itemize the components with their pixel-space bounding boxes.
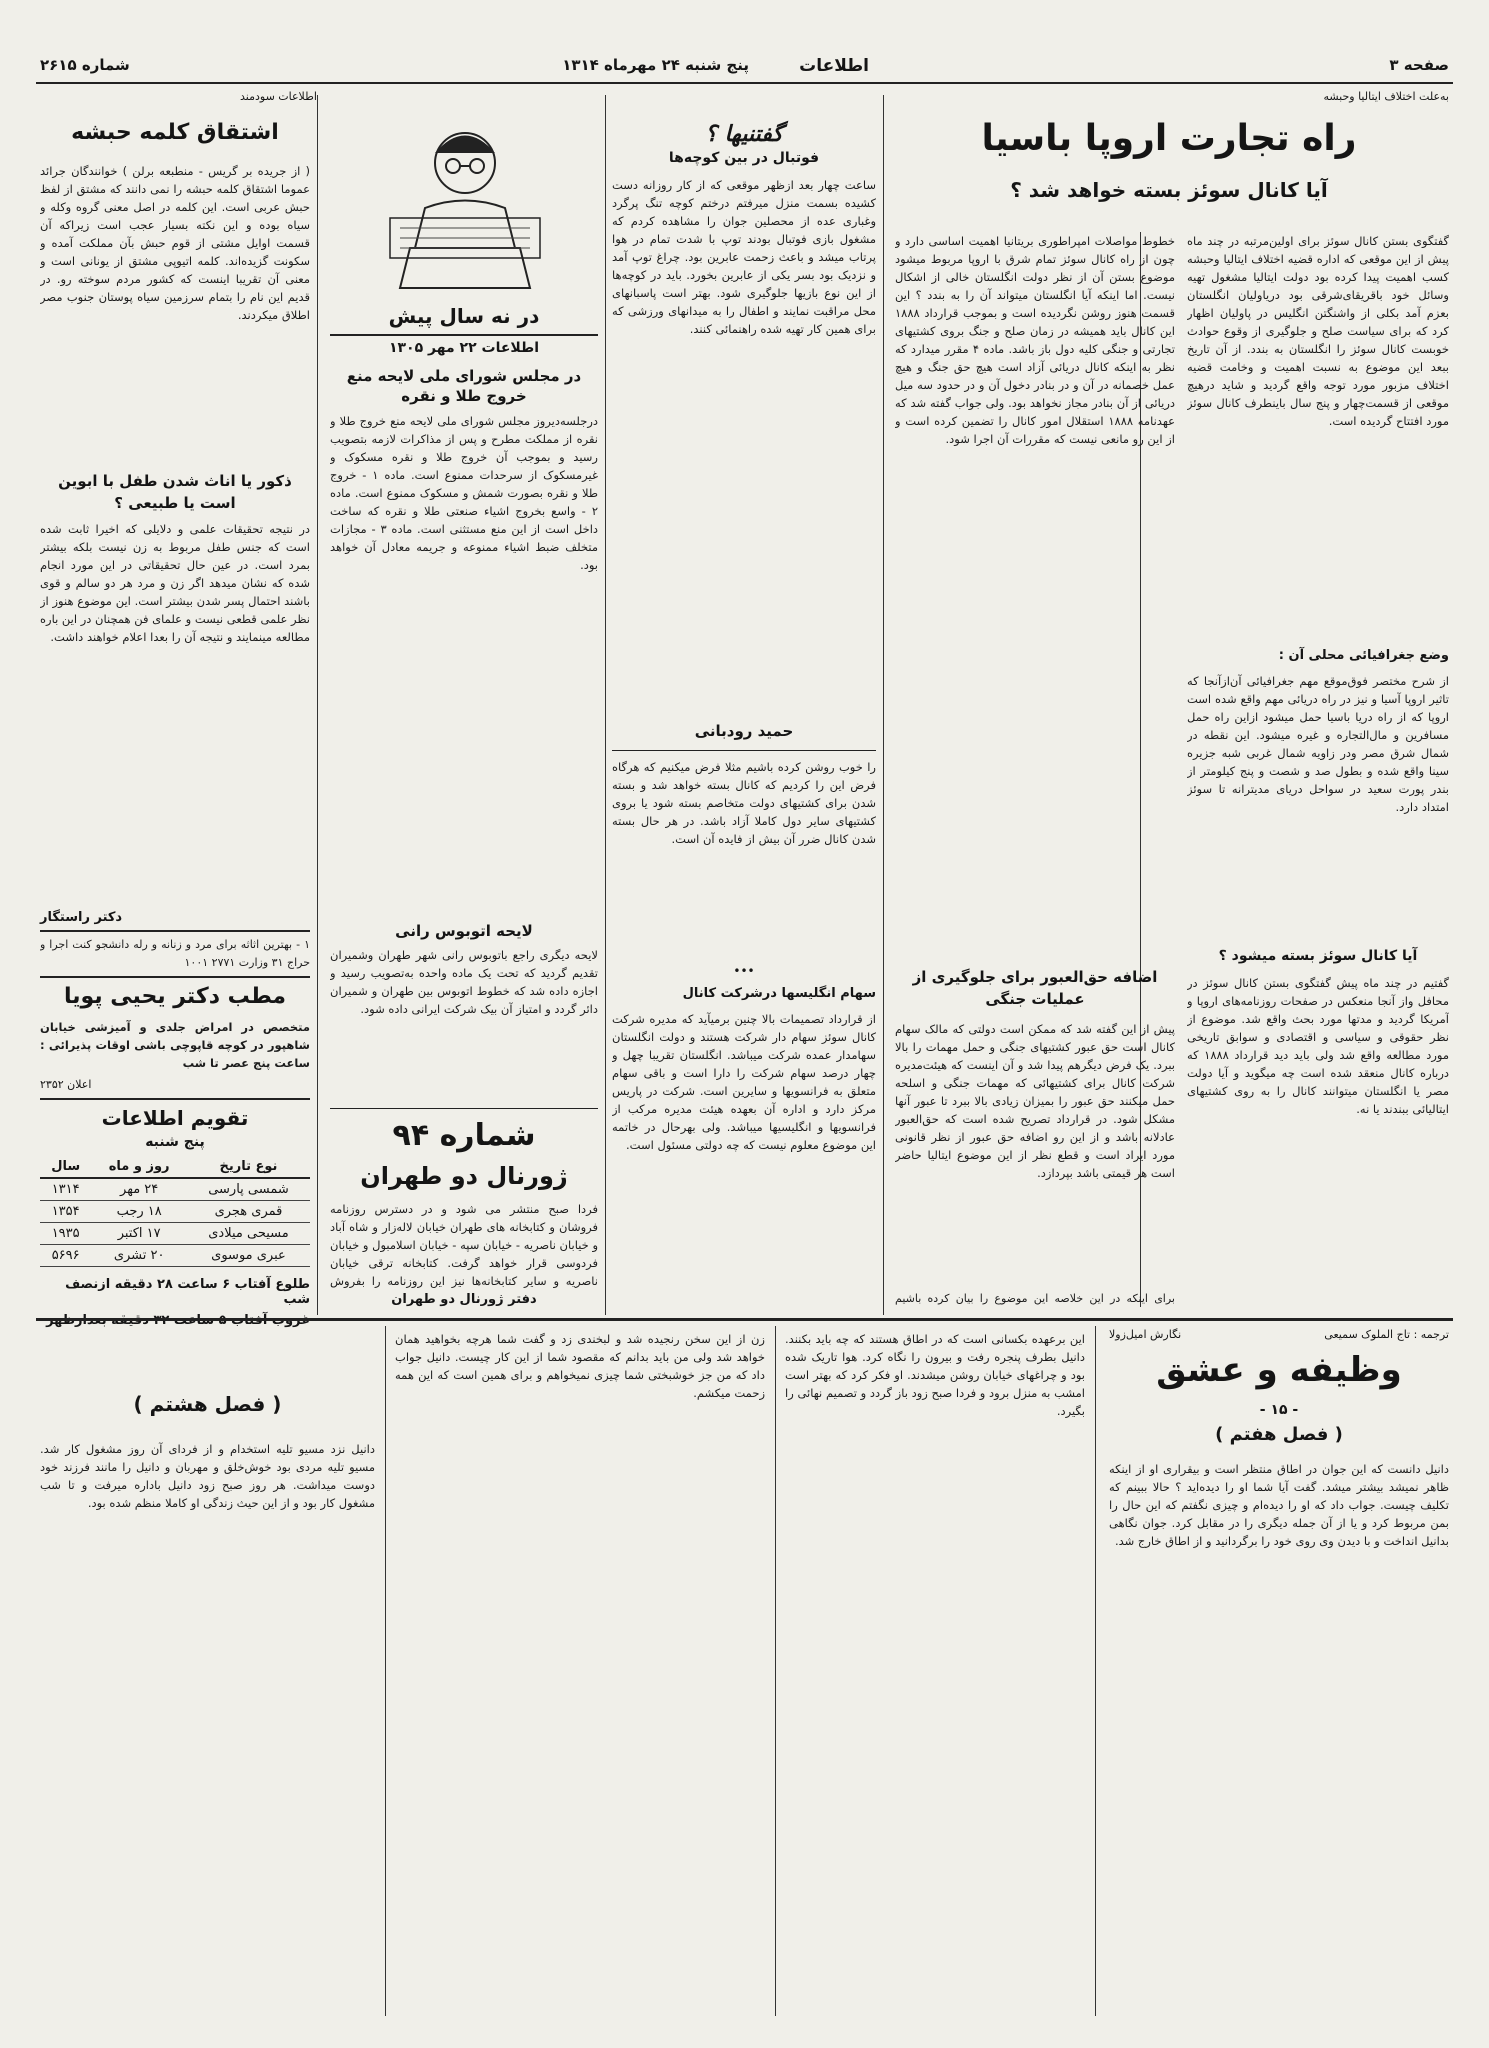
issue-number: شماره ۲۶۱۵ <box>40 56 130 74</box>
column-title: گفتنیها ؟ <box>705 122 783 147</box>
section-subhead: ذکور یا اناث شدن طفل با ابوین است یا طبیعی ؟ <box>58 472 292 512</box>
serial-body: دانیل دانست که این جوان در اطاق منتظر است و بیقراری او از اینکه ظاهر نمیشد بیشتر میشد. گفت آیا شما او را دیده‌اید ؟ حالا ببینم که تکلیف چیست. جواب داد که او را دیده‌ام و چیزی نگفتم که این حال را بمن مربوط کرد و یا از آن جمله دیگری را در مقابل کرد. جوان نگاهی بدانیل انداخت و با دیدن وی روی خود را برگردانید و از اطاق خارج شد. <box>1109 1462 1449 1548</box>
column-rule <box>883 95 884 1315</box>
column-subtitle: فوتبال در بین کوچه‌ها <box>668 150 820 166</box>
headline-europe-trade: راه تجارت اروپا باسیا <box>981 118 1357 159</box>
article-body: را خوب روشن کرده باشیم مثلا فرض میکنیم که هرگاه فرض این را کردیم که کانال بسته خواهد شد و بسته شدن برای کشتیهای دولت متخاصم بسته شود یا بروی کشتیهای سایر دول کاملا آزاد باشد. در هر حال بسته شدن کانال ضرر آن بیش از فایده آن است. <box>612 760 876 846</box>
column-rule <box>605 95 606 1315</box>
section-subhead: آیا کانال سوئز بسته میشود ؟ <box>1218 948 1418 964</box>
article-body: گفتگوی بستن کانال سوئز برای اولین‌مرتبه در چند ماه پیش از این موقعی که اداره قضیه اختلاف ایتالیا وحبشه کسب اهمیت پیدا کرده بود دولت ایتالیا مشغول تهیه وسائل خود باقریقای‌شرقی بود دریاولیان انگلستان بعزم آمد بکلی از واشنگتن انگلیس در پاولیان اظهار کرد که برای سیاست صلح و جلوگیری از وقوع حوادث خوبست کانال سوئز را انگلستان به بندد. از آن تاریخ ببعد این موضوع به نسبت اهمیت و وخامت قضیه اختلاف مزبور مورد توجه واقع گردید و شاید درهیچ موقعی از قسمت‌چهار و پنج سال باینطرف کانال سوئز مورد افتتاح گردیده است. <box>1187 234 1449 428</box>
table-cell: شمسی پارسی <box>187 1178 310 1201</box>
page-number: صفحه ۳ <box>1389 56 1449 74</box>
column-header: سال <box>40 1156 91 1178</box>
table-cell: عبری موسوی <box>187 1245 310 1267</box>
table-cell: ۱۸ رجب <box>91 1201 187 1223</box>
sunrise-time: طلوع آفتاب ۶ ساعت ۲۸ دقیقه ازنصف شب <box>65 1277 310 1307</box>
journal-issue-headline: شماره ۹۴ <box>392 1118 536 1153</box>
table-row <box>40 1178 310 1201</box>
section-divider <box>36 1318 1453 1321</box>
calendar-title: تقویم اطلاعات <box>101 1106 249 1130</box>
author-signature: حمید رودبانی <box>694 722 794 740</box>
table-cell: ۲۴ مهر <box>91 1178 187 1201</box>
section-subhead: اضافه حق‌العبور برای جلوگیری از عملیات جنگی <box>912 968 1158 1008</box>
table-row <box>40 1245 310 1267</box>
table-cell: ۵۶۹۶ <box>40 1245 91 1267</box>
column-rule <box>775 1326 776 2016</box>
column-header: روز و ماه <box>91 1156 187 1178</box>
divider <box>40 930 310 932</box>
serial-body: دانیل نزد مسیو تلیه استخدام و از فردای آن روز مشغول کار شد. مسیو تلیه مردی بود خوش‌خلق و مهربان و دانیل را مانند فرزند خود دوست میداشت. هر روز صبح زود دانیل باداره میرفت و تا شب مشغول کار بود و از این حیث زندگی او کاملا منظم شده بود. <box>40 1442 375 1510</box>
column-rule <box>317 95 318 1315</box>
section-subhead: سهام‌ انگلیسها درشرکت کانال <box>682 986 876 1001</box>
column-caption: در نه سال پیش <box>388 304 540 328</box>
journal-title: ژورنال دو طهران <box>360 1162 568 1190</box>
author-signature: دکتر راستگار <box>40 910 123 925</box>
calendar-box <box>40 1106 310 1328</box>
table-cell: مسیحی میلادی <box>187 1223 310 1245</box>
article-body: خطوط مواصلات امپراطوری بریتانیا اهمیت اساسی دارد و چون از راه کانال سوئز تمام شرق با اروپا مربوط میشود موضوع بستن آن از نظر دولت انگلستان خالی از اشکال نیست. اما اینکه آیا انگلستان میتواند آن را به بندد ؟ این قسمت هنوز روشن نگردیده است و بموجب قرارداد ۱۸۸۸ این کانال باید همیشه در زمان صلح و جنگ بروی کشتیهای تجارتی و جنگی کلیه دول باز باشد. ماده ۴ مقرر میدارد که نظر به اینکه کانال دریائی آزاد است هیچ حق جنگ و هیچ عمل خصمانه در آن و در بنادر دخول آن و در حدود سه میل دریائی از آن بنادر مجاز نخواهد بود. ولی جواب گفته شد که عهدنامه ۱۸۸۸ استقلال امور کانال را تضمین کرده است و از این رو مانعی نیست که مقررات آن اجرا شود. <box>895 234 1175 446</box>
table-row <box>40 1201 310 1223</box>
divider <box>40 1098 310 1100</box>
subhead-suez: آیا کانال سوئز بسته خواهد شد ؟ <box>1010 178 1328 202</box>
ad-tag: اعلان ۲۳۵۲ <box>40 1078 92 1091</box>
calendar-weekday: پنج شنبه <box>145 1134 205 1150</box>
divider <box>330 1108 598 1109</box>
translator-credit: ترجمه : تاج الملوک سمیعی <box>1324 1328 1449 1341</box>
masthead-rule <box>36 82 1453 84</box>
headline-habesha: اشتقاق کلمه حبشه <box>71 120 279 145</box>
journal-body: فردا صبح منتشر می شود و در دسترس روزنامه فروشان و کتابخانه های طهران خیابان لاله‌زار و شاه آباد و خیابان ناصریه - خیابان سپه - خیابان اسلامبول و خیابان فردوسی قرار خواهد گرفت. کتابخانه ترقی خیابان ناصریه و سایر کتابخانه‌ها نیز این روزنامه را بفروش <box>330 1202 598 1288</box>
table-cell: ۱۳۱۴ <box>40 1178 91 1201</box>
column-header: نوع تاریخ <box>187 1156 310 1178</box>
cartoon-illustration <box>330 98 598 298</box>
column-rule <box>1095 1326 1096 2016</box>
serial-body: زن از این سخن رنجیده شد و لبخندی زد و گفت شما هرچه بخواهید همان خواهد شد ولی من باید بدانم که مقصود شما از این کار چیست. دانیل جواب داد که من جز خوشبختی شما چیزی نمیخواهم و برای همین است که این همه زحمت میکشم. <box>395 1332 765 1400</box>
serial-body: این برعهده بکسانی است که در اطاق هستند که چه باید بکنند. دانیل بطرف پنجره رفت و بیرون را نگاه کرد. هوا تاریک شده بود و چراغهای خیابان روشن میشدند. او فکر کرد که بهتر است امشب به منزل برود و فردا صبح زود باز گردد و تصمیم نهائی را بگیرد. <box>785 1332 1085 1418</box>
table-cell: ۱۷ اکتبر <box>91 1223 187 1245</box>
kicker-right: به‌علت اختلاف ایتالیا وحبشه <box>1323 90 1449 103</box>
chapter-heading: ( فصل هفتم ) <box>1215 1424 1343 1445</box>
column-rule <box>385 1326 386 2016</box>
article-body: در نتیجه تحقیقات علمی و دلایلی که اخیرا ثابت شده است که جنس طفل مربوط به زن نیست بلکه بیشتر بمرد است. در عین حال تحقیقاتی در این مورد انجام شده که نشان میدهد اگر زن و مرد هر دو سالم و قوی باشند احتمال پسر شدن بیشتر است. این موضوع هنوز از نظر علمی قطعی نیست و علمای فن همچنان در این باره مطالعه مینمایند و نتیجه آن را بعدا اعلام خواهند داشت. <box>40 522 310 644</box>
table-header-row <box>40 1156 310 1178</box>
journal-footer: دفتر ژورنال دو طهران <box>391 1292 537 1307</box>
classified-notice: ۱ - بهترین اثاثه برای مرد و زنانه و رله دانشجو کنت اجرا و حراج ۳۱ وزارت ۲۷۷۱ ۱۰۰۱ <box>40 938 310 969</box>
article-body: گفتیم در چند ماه پیش گفتگوی بستن کانال سوئز در محافل واز آنجا منعکس در صفحات روزنامه‌های اروپا و آمریکا گردید و مدتها مورد بحث واقع شد. موضوع از نظر حقوقی و سیاسی و اقتصادی و سوابق تاریخی مورد مطالعه واقع شد ولی باید دید قرارداد ۱۸۸۸ که درباره کانال منعقد شده است چه میگوید و آیا دولت مصر یا انگلستان میتوانند کانال را به روی کشتیهای ایتالیائی ببندند یا نه. <box>1187 976 1449 1116</box>
section-subhead: لایحه اتوبوس رانی <box>395 922 533 940</box>
clinic-ad-title: مطب دکتر یحیی پویا <box>64 984 286 1009</box>
clinic-ad-body: متخصص در امراض جلدی و آمیزشی خیابان شاهپور در کوچه قاپوچی باشی اوقات پذیرائی : ساعت پنج عصر تا شب <box>40 1020 310 1070</box>
article-tail: برای اینکه در این خلاصه این موضوع را بیان کرده باشیم <box>895 1292 1175 1305</box>
section-subhead: در مجلس شورای ملی لایحه منع خروج طلا و نقره <box>346 367 582 405</box>
table-cell: ۱۳۵۴ <box>40 1201 91 1223</box>
table-cell: قمری هجری <box>187 1201 310 1223</box>
article-body: ساعت چهار بعد ازظهر موقعی که از کار روزانه دست کشیده بسمت منزل میرفتم درختم کوچه تنگ پرگرد وغباری عده از محصلین جوان را مشاهده کردم که مشغول بازی فوتبال بودند توپ با شدت تمام در هوا پرتاب میشد و باعث زحمت عابرین بود. چراغ توپ آمد و نزدیک بود بسر یکی از عابرین بخورد. باید در کوچه‌ها از این نوع بازیها جلوگیری شود. بهتر است پاسبانهای محل مراقبت نمایند و اطفال را به میدانهای ورزشی که برای همین کار تهیه شده راهنمائی کنند. <box>612 178 876 336</box>
divider <box>40 976 310 978</box>
article-body: از شرح مختصر فوق‌موقع مهم جغرافیائی آن‌ازآنجا که تاثیر اروپا آسیا و نیز در راه دریائی مهم واقع شده است اروپا که از راه دریا باسیا حمل میشود ازاین راه حمل مسافرین و مال‌التجاره و غیره میشود. این نقطه در شمال شرق مصر ودر زاویه شمال غربی شبه جزیره سینا واقع شده و بطول صد و شصت و پنج کیلومتر از بندر پورت سعید در سواحل دریای مدیترانه تا سوئز امتداد دارد. <box>1187 674 1449 814</box>
divider <box>330 334 598 336</box>
table-cell: ۲۰ تشری <box>91 1245 187 1267</box>
author-credit: نگارش امیل‌زولا <box>1109 1328 1182 1341</box>
serial-title: وظیفه و عشق <box>1156 1350 1402 1390</box>
article-body: از قرارداد تصمیمات بالا چنین برمیآید که مدیره شرکت کانال سوئز سهام دار شرکت هستند و دولت انگلستان سهامدار عمده شرکت میباشد. انگلستان تقریبا چهل و چهار درصد سهام شرکت را دارا است و باقی سهام متعلق به فرانسویها و سایرین است. شرکت در پاریس مرکز دارد و اداره آن بعهده هیئت مدیره مرکب از فرانسویها و انگلیسیها میباشد. ولی بهرحال در خاتمه این موضوع معلوم نیست که چه دولتی مسئول است. <box>612 1012 876 1152</box>
paper-name: اطلاعات <box>799 56 869 76</box>
kicker-left: اطلاعات سودمند <box>240 90 317 103</box>
article-body: ( از جریده بر گریس - منطبعه برلن ) خوانندگان جرائد عموما اشتقاق کلمه حبشه را نمی دانند که مشتق از لفظ حبش عربی است. این کلمه در اصل معنی گروه وکله و سیاه بوده و این نکته بسیار عجب است زیراکه آن قسمت اوایل مشتی از قوم حبش بآن مملکت آمده و سکونت گزیده‌اند. کلمه اتیوپی مشتق از یونانی است و معنی آن تقریبا اینست که کشور مردم سوخته رو. در قدیم این نام را بتمام سرزمین سیاه پوستان جنوب مصر اطلاق میکردند. <box>40 164 310 322</box>
chapter-heading: ( فصل هشتم ) <box>133 1392 282 1416</box>
article-body: لایحه دیگری راجع باتوبوس رانی شهر طهران وشمیران تقدیم گردید که تحت یک ماده واحده به‌تصویب رسید و اجازه داده شد که خطوط اتوبوس بین طهران و شمیران دائر گردد و امتیاز آن بیک شرکت ایرانی داده شود. <box>330 948 598 1016</box>
article-body: پیش از این گفته شد که ممکن است دولتی که مالک سهام کانال است حق عبور کشتیهای جنگی و حمل مهمات را بالا ببرد. یک فرض دیگرهم پیدا شد و آن اینست که هیئت‌مدیره شرکت کانال برای کشتیهائی که مهمات جنگی و اسلحه حمل میکنند حق عبور را بمیزان زیادی بالا ببرد تا عبور آنها مشکل شود. در قرارداد تصریح شده است که حق‌العبور عادلانه باشد و از این رو اضافه حق عبور از نظر قانونی مورد ایراد است و قطع نظر از این موضوع ایتالیا حاضر است هر قیمتی باشد بپردازد. <box>895 1022 1175 1180</box>
article-body: درجلسه‌دیروز مجلس شورای ملی لایحه منع خروج طلا و نقره از مملکت مطرح و پس از مذاکرات لازمه بتصویب رسید و بموجب آن خروج طلا و نقره مسکوک و غیرمسکوک از سرحدات ممنوع است. ماده ۱ - خروج طلا و نقره بصورت شمش و مسکوک ممنوع است. ماده ۲ - واسع بخروج اشیاء صنعتی طلا و نقره که ساخت داخل است از این منع مستثنی است. ماده ۳ - مجازات متخلف ضبط اشیاء ممنوعه و جریمه معادل آن خواهد بود. <box>330 414 598 572</box>
serial-number: - ۱۵ - <box>1259 1402 1299 1418</box>
date-line: پنج شنبه ۲۴ مهرماه ۱۳۱۴ <box>562 56 749 74</box>
table-cell: ۱۹۳۵ <box>40 1223 91 1245</box>
calendar-table <box>40 1156 310 1267</box>
divider <box>612 750 876 751</box>
table-row <box>40 1223 310 1245</box>
separator-dots: ••• <box>733 964 755 978</box>
section-label: اطلاعات ۲۲ مهر ۱۳۰۵ <box>388 340 540 356</box>
section-subhead: وضع جغرافیائی محلی آن : <box>1278 648 1449 663</box>
